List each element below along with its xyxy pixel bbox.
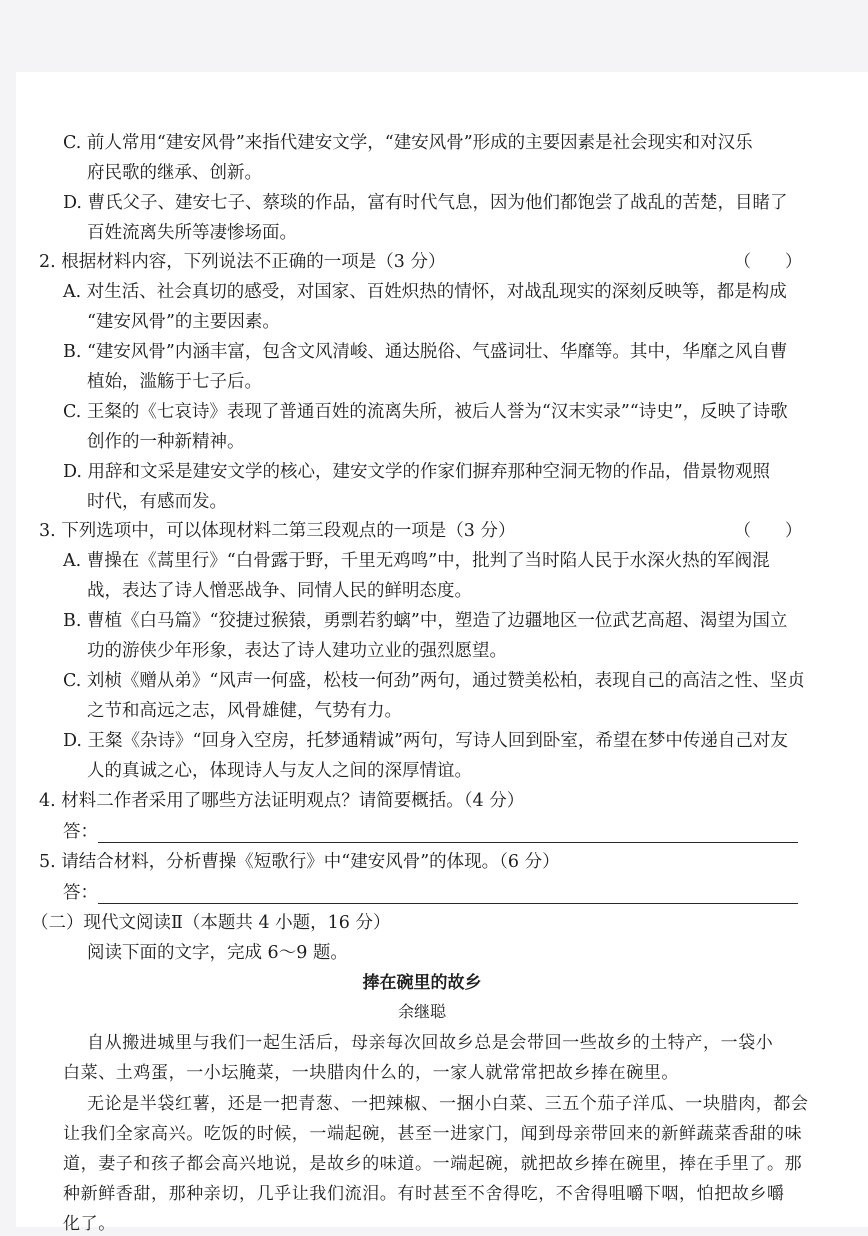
q3-option-b-line2: 功的游侠少年形象，表达了诗人建功立业的强烈愿望。 [87, 641, 507, 661]
q2-option-a-line1: A. 对生活、社会真切的感受，对国家、百姓炽热的情怀，对战乱现实的深刻反映等，都是构成 [63, 282, 787, 302]
paragraph-2-line5: 化了。 [63, 1214, 116, 1234]
passage-author: 余继聪 [397, 1002, 446, 1021]
q4-stem: 4. 材料二作者采用了哪些方法证明观点？请简要概括。（4 分） [39, 791, 525, 811]
q2-option-c-line1: C. 王粲的《七哀诗》表现了普通百姓的流离失所，被后人誉为“汉末实录”“诗史”，反映了诗歌 [63, 402, 788, 422]
q2-option-d-line2: 时代，有感而发。 [87, 492, 227, 512]
q1-option-c-line2: 府民歌的继承、创新。 [87, 163, 262, 183]
section-heading: （二）现代文阅读Ⅱ（本题共 4 小题，16 分） [31, 913, 391, 933]
q2-option-c-line2: 创作的一种新精神。 [87, 432, 245, 452]
q3-option-a-line1: A. 曹操在《蒿里行》“白骨露于野，千里无鸡鸣”中，批判了当时陷人民于水深火热的军阀混 [63, 551, 770, 571]
q4-answer-line[interactable] [98, 842, 798, 843]
paragraph-2-line3: 道，妻子和孩子都会高兴地说，是故乡的味道。一端起碗，就把故乡捧在碗里，捧在手里了。那 [63, 1154, 803, 1174]
q3-option-d-line1: D. 王粲《杂诗》“回身入空房，托梦通精诚”两句，写诗人回到卧室，希望在梦中传递自己对友 [63, 731, 788, 751]
q3-option-c-line2: 之节和高远之志，风骨雄健，气势有力。 [87, 701, 402, 721]
q5-answer-line[interactable] [98, 903, 798, 904]
q4-answer-label: 答： [63, 822, 98, 842]
q1-option-d-line2: 百姓流离失所等凄惨场面。 [87, 223, 297, 243]
paragraph-1-line1: 自从搬进城里与我们一起生活后，母亲每次回故乡总是会带回一些故乡的土特产，一袋小 [87, 1033, 774, 1053]
q2-option-b-line1: B. “建安风骨”内涵丰富，包含文风清峻、通达脱俗、气盛词壮、华靡等。其中，华靡之风自曹 [63, 342, 788, 362]
reading-instruction: 阅读下面的文字，完成 6～9 题。 [87, 943, 348, 963]
q5-answer-label: 答： [63, 883, 98, 903]
paragraph-2-line2: 让我们全家高兴。吃饭的时候，一端起碗，甚至一进家门，闻到母亲带回来的新鲜蔬菜香甜的味 [63, 1124, 803, 1144]
q3-option-c-line1: C. 刘桢《赠从弟》“风声一何盛，松枝一何劲”两句，通过赞美松柏，表现自己的高洁之性、坚贞 [63, 671, 805, 691]
q3-option-b-line1: B. 曹植《白马篇》“狡捷过猴猿，勇剽若豹螭”中，塑造了边疆地区一位武艺高超、渴望为国立 [63, 611, 788, 631]
q2-stem: 2. 根据材料内容，下列说法不正确的一项是（3 分） [39, 252, 446, 272]
q1-option-c-line1: C. 前人常用“建安风骨”来指代建安文学，“建安风骨”形成的主要因素是社会现实和对汉乐 [63, 133, 753, 153]
q2-answer-paren[interactable]: （ ） [734, 252, 802, 272]
paragraph-2-line4: 种新鲜香甜，那种亲切，几乎让我们流泪。有时甚至不舍得吃，不舍得咀嚼下咽，怕把故乡嚼 [63, 1184, 785, 1204]
q3-option-a-line2: 战，表达了诗人憎恶战争、同情人民的鲜明态度。 [87, 581, 472, 601]
q3-stem: 3. 下列选项中，可以体现材料二第三段观点的一项是（3 分） [39, 521, 516, 541]
q2-option-b-line2: 植始，滥觞于七子后。 [87, 372, 262, 392]
q5-stem: 5. 请结合材料，分析曹操《短歌行》中“建安风骨”的体现。（6 分） [39, 852, 560, 872]
q3-option-d-line2: 人的真诚之心，体现诗人与友人之间的深厚情谊。 [87, 761, 472, 781]
q3-answer-paren[interactable]: （ ） [734, 521, 802, 541]
exam-page [16, 72, 868, 1234]
paragraph-2-line1: 无论是半袋红薯，还是一把青葱、一把辣椒、一捆小白菜、三五个茄子洋瓜、一块腊肉，都会 [87, 1094, 809, 1114]
q2-option-d-line1: D. 用辞和文采是建安文学的核心，建安文学的作家们摒弃那种空洞无物的作品，借景物观照 [63, 462, 771, 482]
paragraph-1-line2: 白菜、土鸡蛋，一小坛腌菜，一块腊肉什么的，一家人就常常把故乡捧在碗里。 [63, 1063, 679, 1083]
q2-option-a-line2: “建安风骨”的主要因素。 [87, 312, 280, 332]
q1-option-d-line1: D. 曹氏父子、建安七子、蔡琰的作品，富有时代气息，因为他们都饱尝了战乱的苦楚，目睹了 [63, 193, 788, 213]
passage-title: 捧在碗里的故乡 [362, 973, 482, 993]
